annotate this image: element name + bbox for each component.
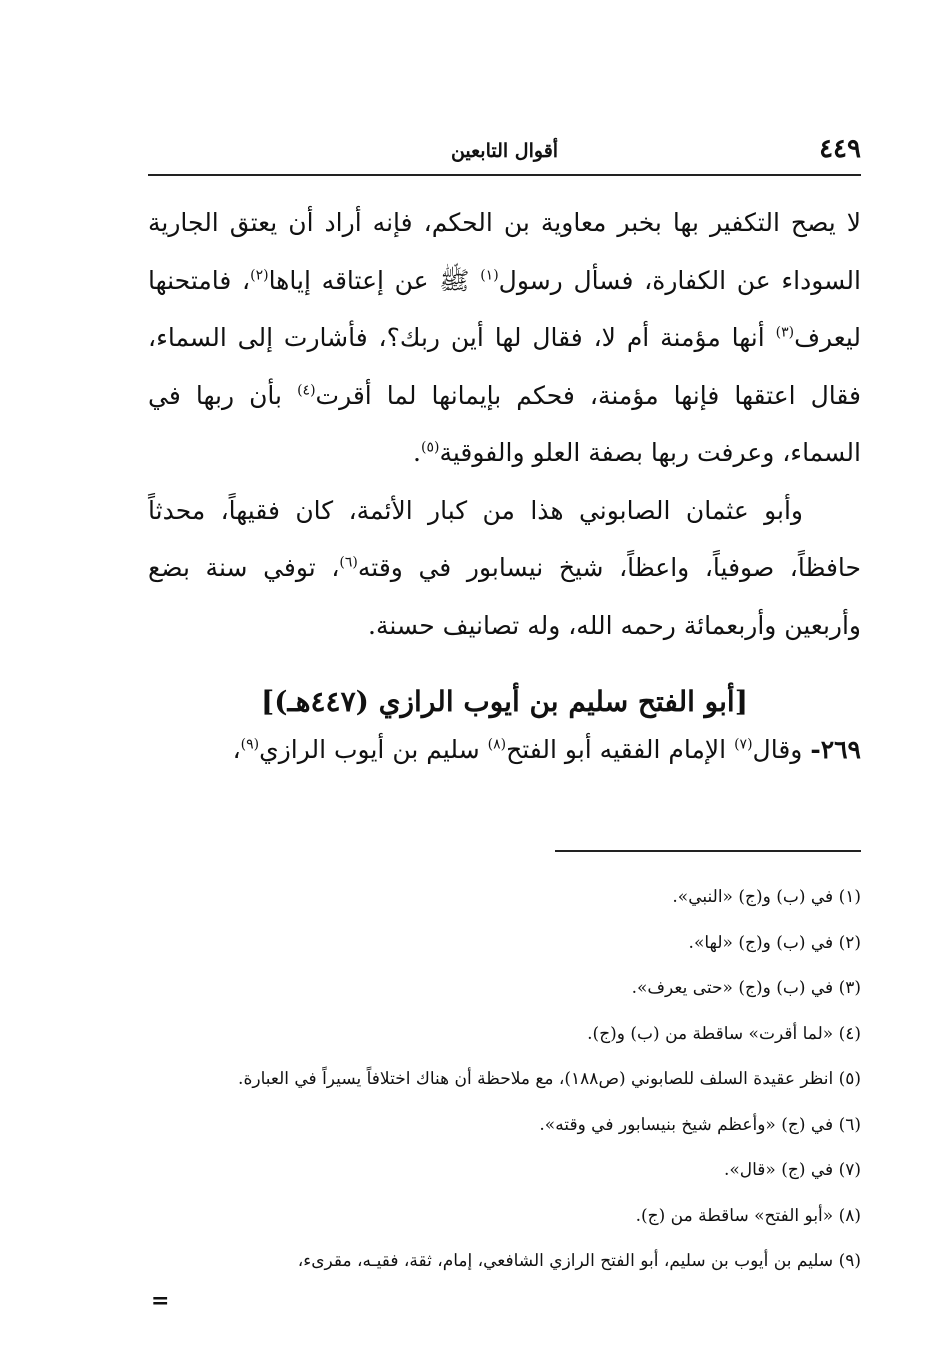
footnote-7: (٧) في (ج) «قال». — [723, 1160, 861, 1180]
footnote-9: (٩) سليم بن أيوب بن سليم، أبو الفتح الرازي الشافعي، إمام، ثقة، فقيـه، مقرىء، — [297, 1251, 861, 1271]
text-span: بأن ربها في السماء، وعرفت ربها بصفة العلو والفوقية — [148, 380, 861, 467]
page-number: ٤٤٩ — [819, 134, 861, 164]
text-span: ، فامتحنها ليعرف — [148, 265, 861, 352]
text-span: وقال — [752, 735, 811, 764]
footnote-ref: (٣) — [775, 324, 795, 341]
paragraph — [148, 482, 861, 655]
text-span: ، — [232, 735, 241, 764]
section-heading: [أبو الفتح سليم بن أيوب الرازي (٤٤٧هـ)] — [261, 685, 748, 718]
footnote-5: (٥) انظر عقيدة السلف للصابوني (ص١٨٨)، مع ملاحظة أن هناك اختلافاً يسيراً في العبارة. — [238, 1069, 861, 1089]
text-span: . — [413, 438, 421, 467]
page-header — [148, 128, 861, 176]
footnote-ref: (٢) — [250, 267, 269, 284]
text-span: ، توفي سنة بضع وأربعين وأربعمائة رحمه الله، وله تصانيف حسنة. — [148, 553, 861, 640]
footnote-ref: (٤) — [297, 382, 316, 399]
item-number: ٢٦٩- — [810, 735, 861, 764]
text-span: ﷺ عن إعتاقه إياها — [268, 265, 481, 295]
numbered-item — [148, 728, 861, 772]
footnote-separator — [555, 850, 861, 852]
footnote-ref: (٩) — [240, 736, 260, 753]
footnote-ref: (٦) — [339, 554, 358, 571]
running-title: أقوال التابعين — [450, 140, 559, 162]
footnote-4: (٤) «لما أقرت» ساقطة من (ب) و(ج). — [587, 1023, 861, 1044]
main-text — [148, 194, 861, 654]
text-span: لا يصح التكفير بها بخبر معاوية بن الحكم، فإنه أراد أن يعتق الجارية السوداء عن الكفارة، فسأل رسول — [148, 208, 861, 295]
footnote-6: (٦) في (ج) «وأعظم شيخ بنيسابور في وقته». — [539, 1114, 861, 1135]
text-span: الإمام الفقيه أبو الفتح — [506, 735, 735, 764]
text-span: وأبو عثمان الصابوني هذا من كبار الأئمة، كان فقيهاً، محدثاً حافظاً، صوفياً، واعظاً، شيخ نيسابور في وقته — [148, 495, 861, 582]
footnote-8: (٨) «أبو الفتح» ساقطة من (ج). — [635, 1205, 861, 1226]
text-span: أنها مؤمنة أم لا، فقال لها أين ربك؟، فأشارت إلى السماء، فقال اعتقها فإنها مؤمنة، فحكم بإيمانها لما أقرت — [148, 323, 862, 410]
text-span: سليم بن أيوب الرازي — [259, 735, 488, 764]
footnote-1: (١) في (ب) و(ج) «النبي». — [672, 887, 861, 907]
footnote-2: (٢) في (ب) و(ج) «لها». — [688, 932, 861, 953]
continuation-mark: = — [151, 1288, 170, 1314]
footnote-ref: (١) — [480, 267, 499, 284]
footnote-ref: (٧) — [734, 736, 753, 753]
paragraph — [148, 194, 861, 482]
footnote-ref: (٥) — [420, 439, 440, 456]
footnotes — [148, 880, 861, 1290]
footnote-3: (٣) في (ب) و(ج) «حتى يعرف». — [631, 978, 861, 998]
footnote-ref: (٨) — [487, 736, 507, 753]
